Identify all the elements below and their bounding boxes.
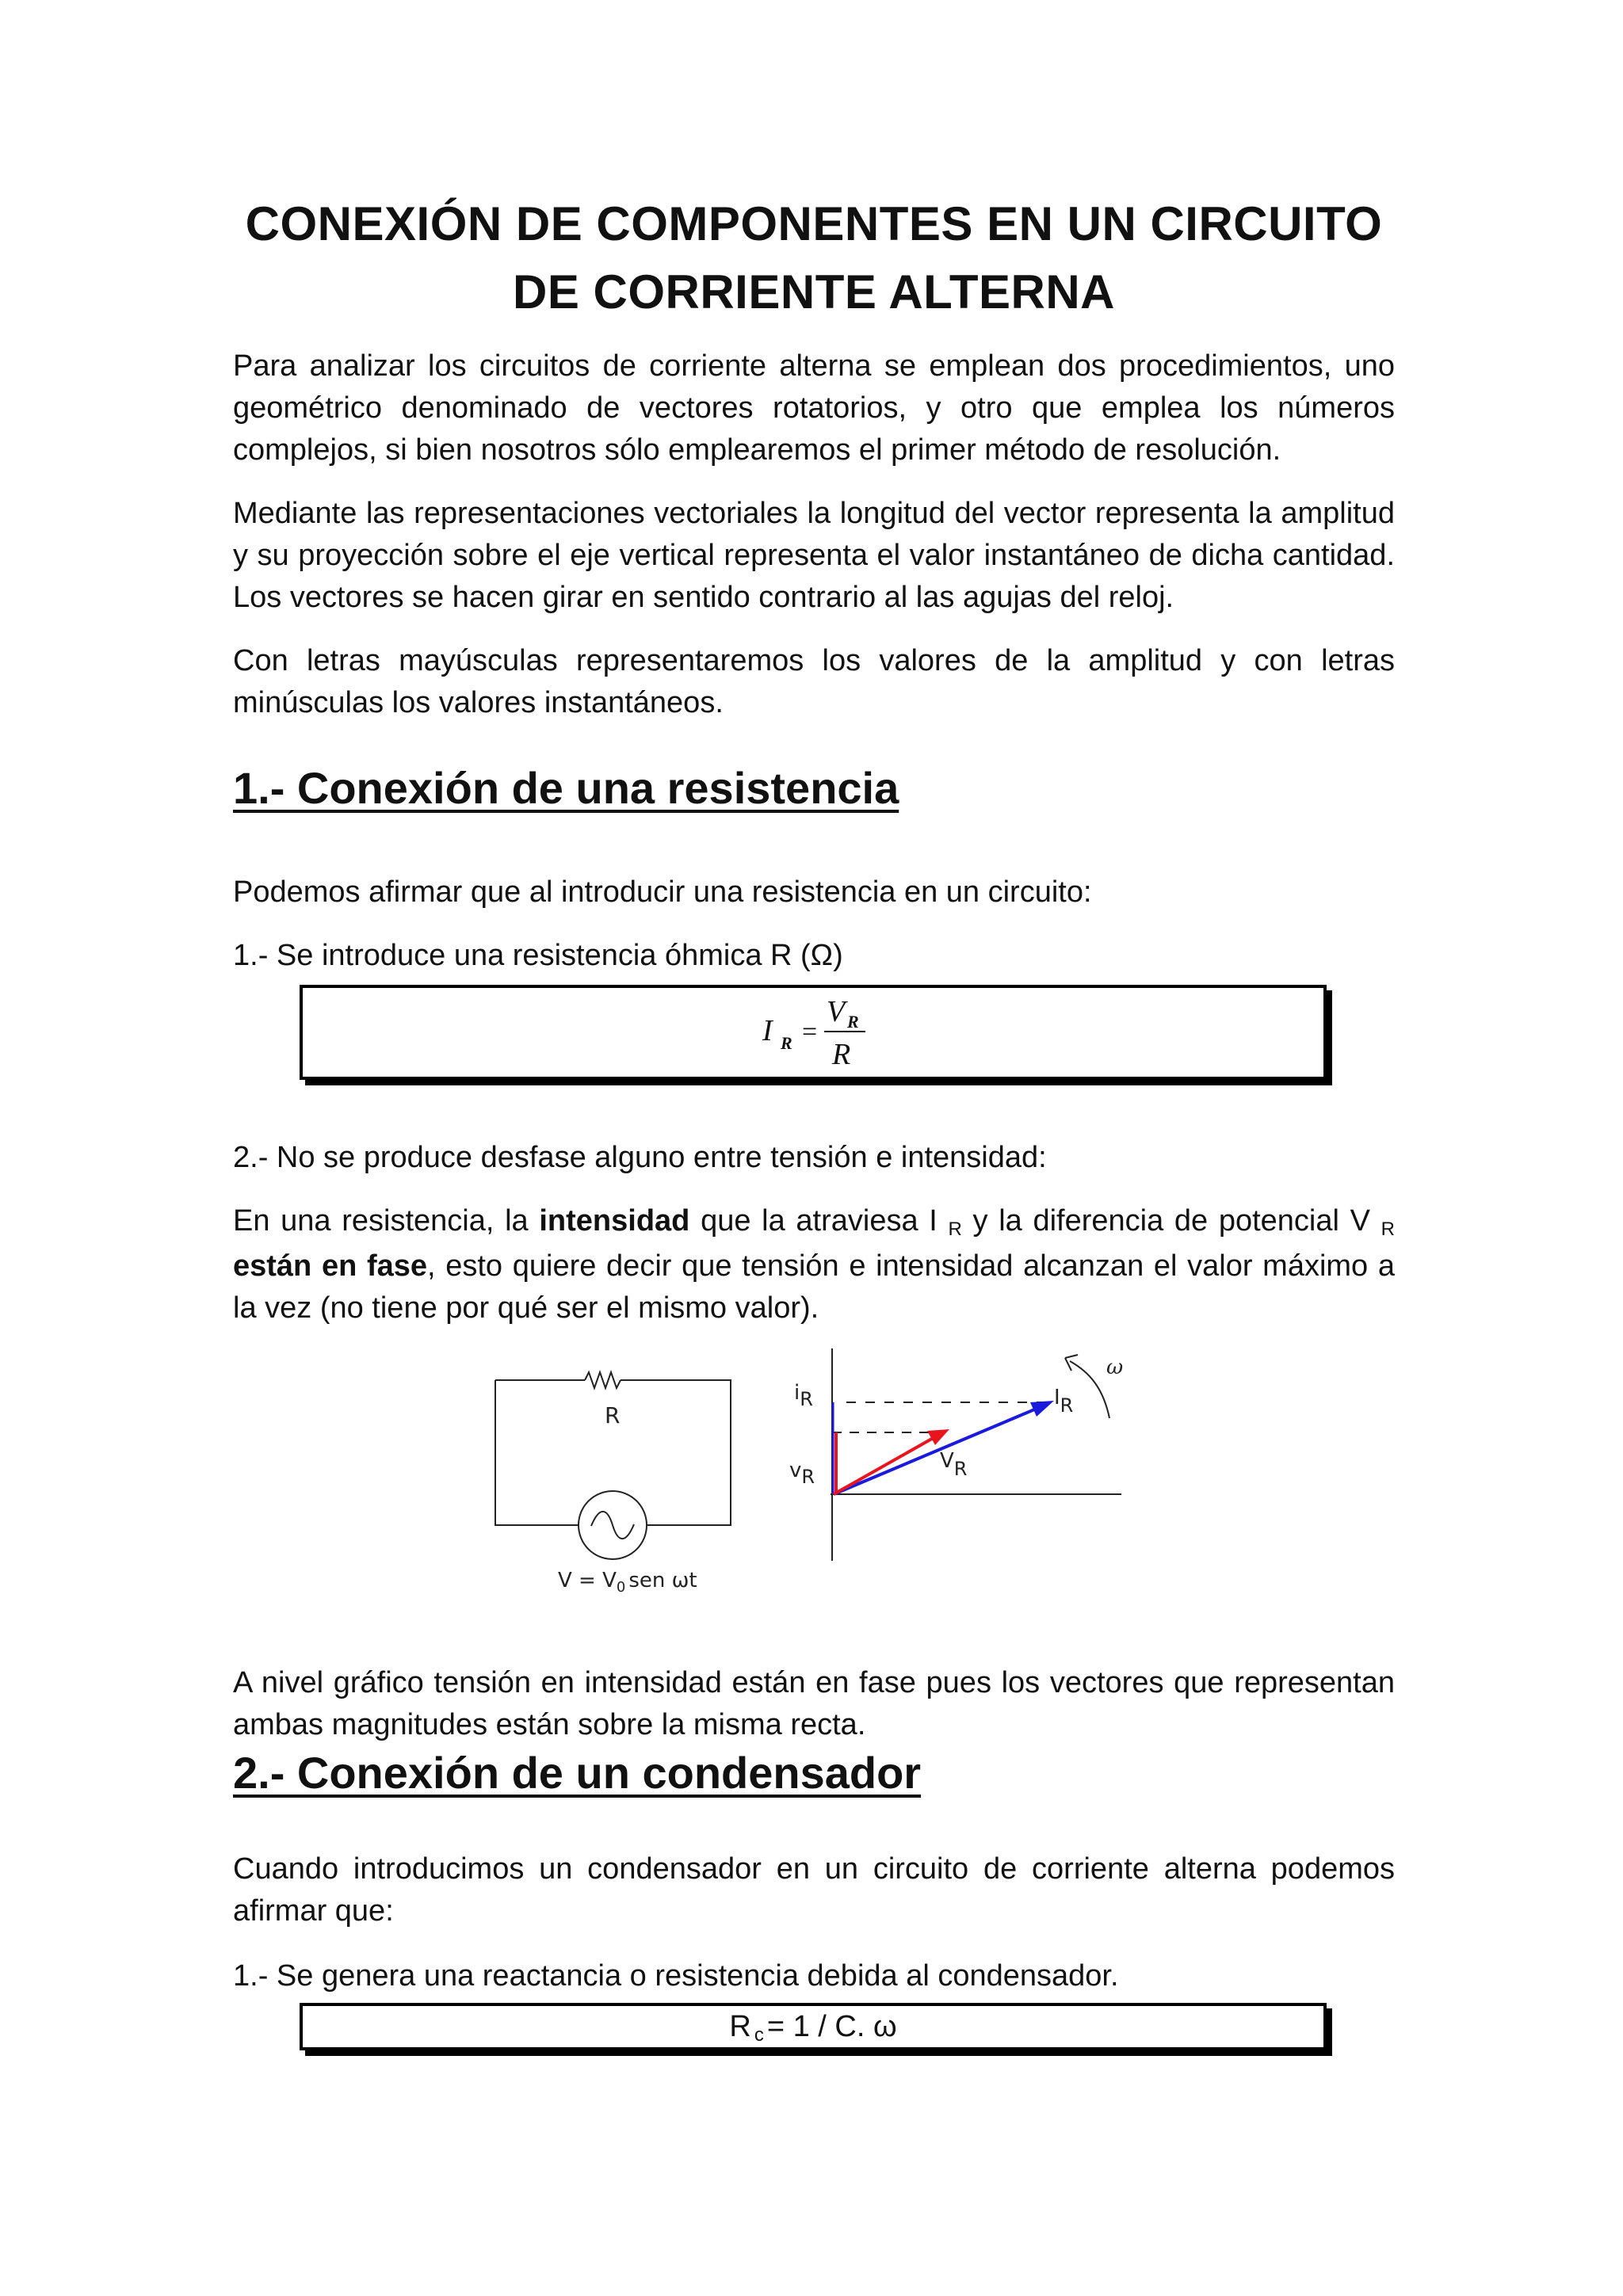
label-VR: VR [940, 1449, 968, 1480]
formula-box-ohm [300, 985, 1327, 1080]
formula-equals: = [802, 1017, 818, 1047]
formula-I-sub: R [781, 1033, 792, 1053]
document-title [233, 190, 1395, 326]
formula-R: R [832, 1038, 851, 1071]
section-1-paragraph-3: 2.- No se produce desfase alguno entre tensión e intensidad: [233, 1141, 1047, 1174]
phasor-VR [834, 1432, 943, 1494]
resistor-symbol [585, 1372, 621, 1388]
intro-paragraph-3: Con letras mayúsculas representaremos los valores de la amplitud y con letras minúsculas los valores instantáneos. [233, 644, 1395, 719]
section-1-paragraph-1: Podemos afirmar que al introducir una resistencia en un circuito: [233, 875, 1092, 909]
resistor-phasor-figure [475, 1339, 1157, 1608]
bold-estan-en-fase: están en fase [233, 1249, 428, 1283]
phasor-IR-arrowhead [1030, 1401, 1054, 1417]
resistor-label: R [605, 1402, 621, 1428]
omega-label: ω [1106, 1356, 1124, 1379]
title-line-2: DE CORRIENTE ALTERNA [513, 265, 1115, 318]
formula-V: V [827, 995, 846, 1028]
rotation-arc [1070, 1361, 1109, 1418]
section-2-heading: 2.- Conexión de un condensador [233, 1748, 922, 1798]
section-1-heading: 1.- Conexión de una resistencia [233, 763, 899, 813]
formula-V-sub: R [847, 1012, 859, 1032]
bold-intensidad: intensidad [539, 1204, 690, 1238]
formula-I: I [762, 1014, 773, 1047]
sine-wave-icon [591, 1512, 634, 1539]
source-label: $V = V_0$ sen ωt [558, 1569, 697, 1596]
label-IR: IR [1054, 1386, 1074, 1417]
section-2-paragraph-2: 1.- Se genera una reactancia o resistencia debida al condensador. [233, 1959, 1119, 1993]
circuit-wire-right [621, 1380, 731, 1525]
section-2-paragraph-1: Cuando introducimos un condensador en un circuito de corriente alterna podemos afirmar que: [233, 1852, 1395, 1928]
section-1-paragraph-2: 1.- Se introduce una resistencia óhmica R (Ω) [233, 939, 843, 972]
intro-paragraph-1: Para analizar los circuitos de corriente alterna se emplean dos procedimientos, uno geométrico denominado de vectores rotatorios, y otro que emplea los números complejos, si bien nosotros sólo emplearemos el primer método de resolución. [233, 349, 1395, 467]
circuit-wire-left [495, 1380, 579, 1525]
section-1-paragraph-5: A nivel gráfico tensión en intensidad están en fase pues los vectores que representan ambas magnitudes están sobre la misma recta. [233, 1666, 1395, 1741]
section-1-paragraph-4: En una resistencia, la intensidad que la atraviesa I R y la diferencia de potencial V R están en fase, esto quiere decir que tensión e intensidad alcanzan el valor máximo a la vez (no tiene por qué ser el mismo valor). [233, 1204, 1395, 1325]
reactance-formula: Rc = 1 / C. ω [729, 2010, 897, 2046]
label-iR: iR [794, 1381, 813, 1410]
formula-box-reactance [300, 2003, 1327, 2050]
intro-paragraph-2: Mediante las representaciones vectoriales la longitud del vector representa la amplitud y su proyección sobre el eje vertical representa el valor instantáneo de dicha cantidad. Los vectores se hacen girar en sentido contrario al las agujas del reloj. [233, 497, 1395, 614]
ohm-formula [303, 988, 1323, 1077]
label-vR: vR [789, 1459, 815, 1488]
title-line-1: CONEXIÓN DE COMPONENTES EN UN CIRCUITO [245, 197, 1383, 250]
phasor-VR-arrowhead [927, 1429, 949, 1445]
